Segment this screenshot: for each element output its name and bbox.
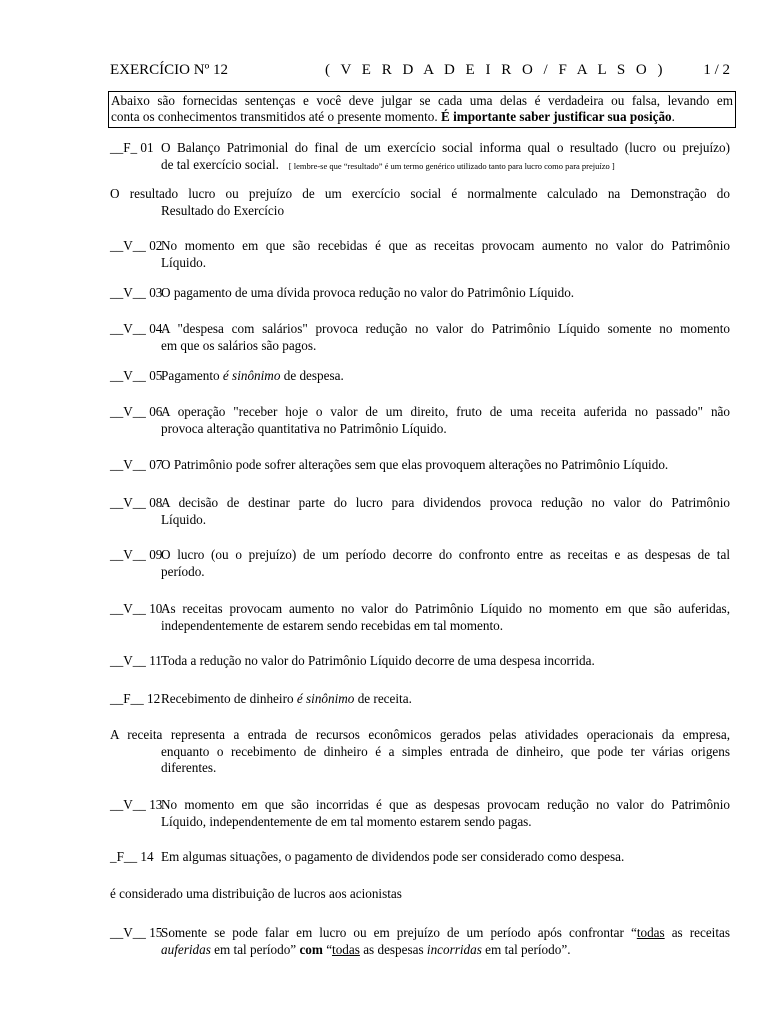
q15-italic-2: incorridas [426, 941, 482, 957]
question-text-cont [110, 942, 730, 959]
question-text-line2: de tal exercício social. [161, 156, 279, 172]
answer-mark: __V__ 08 [110, 495, 163, 510]
q15-underlined-2: todas [332, 941, 360, 957]
question-text-end: de despesa. [283, 368, 344, 383]
exercise-mode: ( V E R D A D E I R O / F A L S O ) [325, 62, 667, 78]
question-text: A "despesa com salários" provoca redução no valor do Patrimônio Líquido somente no momento [161, 321, 730, 336]
answer-mark: __V__ 03 [110, 285, 163, 300]
answer-note-line-1: O resultado lucro ou prejuízo de um exercício social é normalmente calculado na Demonstração do [110, 186, 730, 201]
question-11 [110, 653, 730, 670]
answer-mark: __V__ 09 [110, 547, 163, 562]
answer-mark: __V__ 15 [110, 925, 163, 940]
question-text: A decisão de destinar parte do lucro para dividendos provoca redução no valor do Patrimônio [161, 495, 730, 510]
answer-mark: __F__ 12 [110, 691, 161, 706]
answer-mark: __F_ 01 [110, 140, 154, 155]
question-13 [110, 797, 730, 830]
answer-note-01 [110, 186, 730, 219]
question-note: [ lembre-se que “resultado” é um termo genérico utilizado tanto para lucro como para prejuízo ] [288, 160, 615, 171]
question-text: Em algumas situações, o pagamento de dividendos pode ser considerado como despesa. [161, 849, 625, 864]
answer-note-line-2: Resultado do Exercício [161, 202, 285, 218]
question-text-cont: Líquido, independentemente de em tal momento estarem sendo pagas. [161, 813, 532, 829]
question-text-start: Recebimento de dinheiro [161, 691, 294, 706]
answer-mark: __V__ 10 [110, 601, 163, 616]
instructions-emphasis: É importante saber justificar sua posição [440, 109, 672, 124]
question-12 [110, 691, 730, 708]
answer-mark: __V__ 06 [110, 404, 163, 419]
question-text: O Balanço Patrimonial do final de um exercício social informa qual o resultado (lucro ou prejuízo) [161, 140, 730, 155]
answer-note-line-3: diferentes. [161, 760, 217, 775]
question-text: As receitas provocam aumento no valor do Patrimônio Líquido no momento em que são auferidas, [161, 601, 730, 616]
question-03 [110, 285, 730, 302]
page-number: 1 / 2 [703, 62, 730, 78]
instructions-box [108, 91, 736, 128]
question-08 [110, 495, 730, 528]
question-text-italic: é sinônimo [222, 368, 281, 383]
exercise-title: EXERCÍCIO Nº 12 [110, 62, 228, 78]
question-text-cont: período. [161, 563, 205, 579]
question-text [161, 925, 730, 942]
question-02 [110, 238, 730, 271]
question-text-cont: provoca alteração quantitativa no Patrimônio Líquido. [161, 420, 447, 436]
question-text: O Patrimônio pode sofrer alterações sem que elas provoquem alterações no Patrimônio Líquido. [161, 457, 669, 472]
answer-note-line-2: enquanto o recebimento de dinheiro é a simples entrada de dinheiro, que pode ter várias origens [161, 743, 730, 759]
question-text-cont [110, 157, 730, 175]
answer-mark: __V__ 13 [110, 797, 163, 812]
answer-note-12 [110, 727, 730, 777]
question-text: Toda a redução no valor do Patrimônio Líquido decorre de uma despesa incorrida. [161, 653, 595, 668]
answer-note-line-1: A receita representa a entrada de recursos econômicos gerados pelas atividades operacionais da empresa, [110, 727, 730, 742]
answer-mark: __V__ 11 [110, 653, 162, 668]
question-text-cont: independentemente de estarem sendo recebidas em tal momento. [161, 617, 504, 633]
question-09 [110, 547, 730, 580]
answer-note-line-1: é considerado uma distribuição de lucros aos acionistas [110, 886, 402, 901]
question-04 [110, 321, 730, 354]
question-05 [110, 368, 730, 385]
question-10 [110, 601, 730, 634]
question-06 [110, 404, 730, 437]
q15-text-a: Somente se pode falar em lucro ou em prejuízo de um período após confrontar “ [161, 925, 637, 940]
q15-text-d: as despesas [363, 941, 424, 957]
question-text: O pagamento de uma dívida provoca redução no valor do Patrimônio Líquido. [161, 285, 575, 300]
instructions-text: conta os conhecimentos transmitidos até o presente momento. [111, 109, 438, 124]
q15-text-c: em tal período” [214, 941, 297, 957]
q15-quote: “ [326, 941, 333, 957]
question-01 [110, 140, 730, 174]
question-text-end: de receita. [357, 691, 412, 706]
answer-mark: __V__ 05 [110, 368, 163, 383]
question-15 [110, 925, 730, 958]
instructions-line-1: Abaixo são fornecidas sentenças e você deve julgar se cada uma delas é verdadeira ou falsa, levando em [111, 93, 733, 108]
question-text: O lucro (ou o prejuízo) de um período decorre do confronto entre as receitas e as despesas de tal [161, 547, 730, 562]
q15-italic-1: auferidas [161, 941, 211, 957]
question-text [161, 368, 730, 385]
question-text: A operação "receber hoje o valor de um direito, fruto de uma receita auferida no passado" não [161, 404, 730, 419]
answer-mark: __V__ 04 [110, 321, 163, 336]
question-text-cont: Líquido. [161, 254, 207, 270]
answer-mark: __V__ 07 [110, 457, 163, 472]
instructions-line-2: conta os conhecimentos transmitidos até o presente momento. É importante saber justificar sua posição. [111, 109, 675, 124]
question-text: No momento em que são incorridas é que as despesas provocam redução no valor do Patrimônio [161, 797, 730, 812]
question-text: No momento em que são recebidas é que as receitas provocam aumento no valor do Patrimônio [161, 238, 730, 253]
question-text [161, 691, 730, 708]
q15-text-e: em tal período”. [485, 941, 571, 957]
question-07 [110, 457, 730, 474]
q15-bold: com [299, 941, 323, 957]
q15-underlined-1: todas [636, 925, 665, 940]
question-text-cont: Líquido. [161, 511, 207, 527]
question-14 [110, 849, 730, 866]
question-text-start: Pagamento [161, 368, 220, 383]
answer-mark: __V__ 02 [110, 238, 163, 253]
answer-note-14 [110, 886, 730, 903]
q15-text-b: as receitas [671, 925, 730, 940]
page-header [110, 62, 732, 82]
answer-mark: _F__ 14 [110, 849, 154, 864]
question-text-italic: é sinônimo [296, 691, 355, 706]
question-text-cont: em que os salários são pagos. [161, 337, 317, 353]
